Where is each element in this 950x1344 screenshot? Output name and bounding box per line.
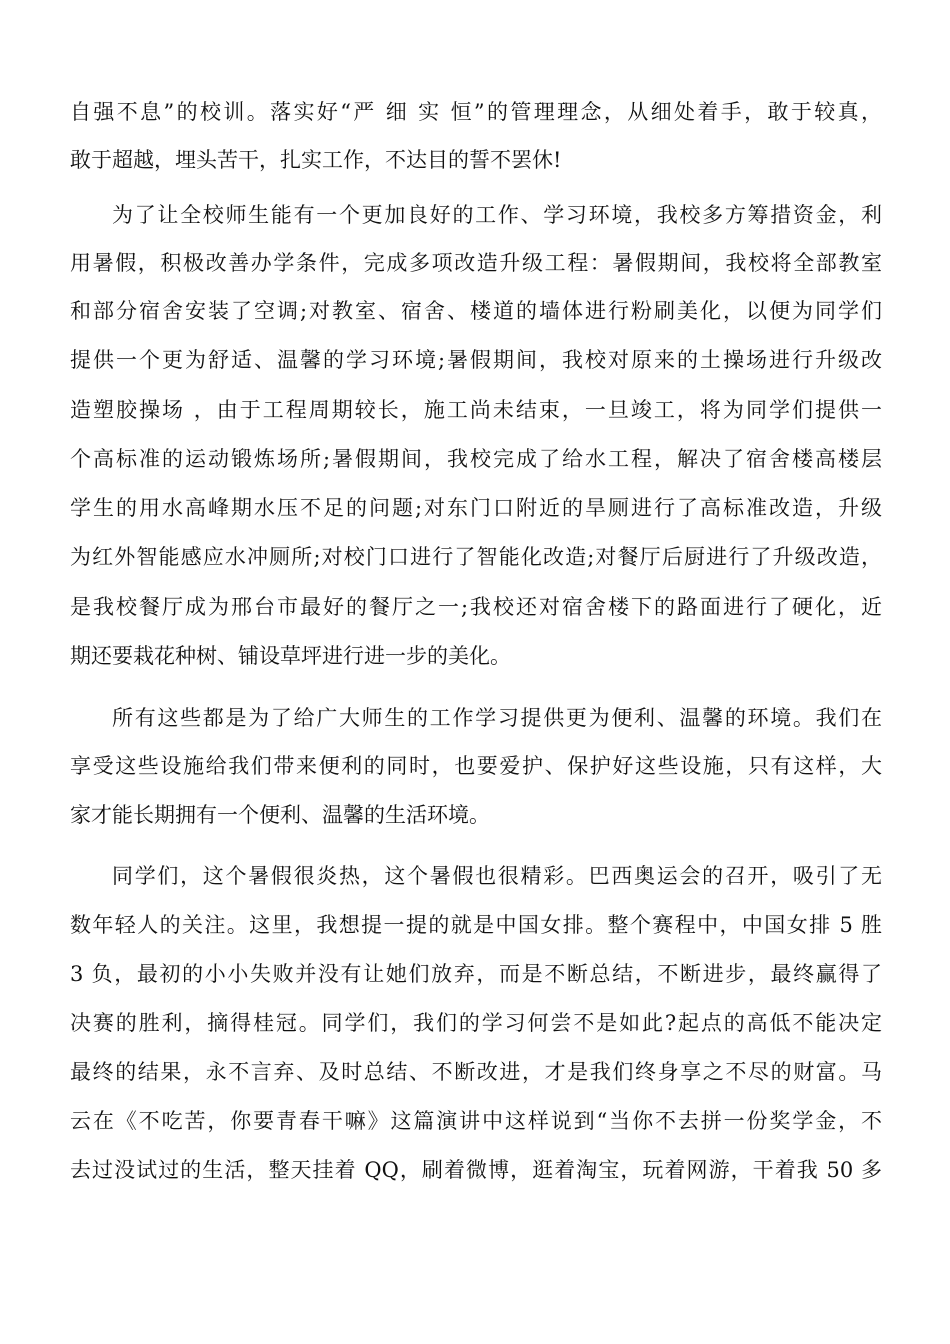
paragraph-line: 敢于超越，埋头苦干，扎实工作，不达目的誓不罢休! [70, 148, 562, 172]
paragraph-line: 所有这些都是为了给广大师生的工作学习提供更为便利、温馨的环境。我们在 [112, 706, 882, 730]
paragraph-line: 决赛的胜利，摘得桂冠。同学们，我们的学习何尝不是如此?起点的高低不能决定 [70, 1011, 882, 1035]
paragraph-line: 学生的用水高峰期水压不足的问题;对东门口附近的旱厕进行了高标准改造，升级 [70, 496, 882, 520]
paragraph-line: 用暑假，积极改善办学条件，完成多项改造升级工程：暑假期间，我校将全部教室 [70, 251, 882, 275]
paragraph-line: 数年轻人的关注。这里，我想提一提的就是中国女排。整个赛程中，中国女排 5 胜 [70, 913, 882, 937]
paragraph-line: 去过没试过的生活，整天挂着 QQ，刷着微博，逛着淘宝，玩着网游，干着我 50 多 [70, 1158, 882, 1182]
paragraph-line: 期还要栽花种树、铺设草坪进行进一步的美化。 [70, 644, 511, 668]
paragraph-line: 是我校餐厅成为邢台市最好的餐厅之一;我校还对宿舍楼下的路面进行了硬化，近 [70, 595, 882, 619]
paragraph-line: 云在《不吃苦，你要青春干嘛》这篇演讲中这样说到“当你不去拼一份奖学金，不 [70, 1109, 882, 1133]
paragraph-line: 同学们，这个暑假很炎热，这个暑假也很精彩。巴西奥运会的召开，吸引了无 [112, 864, 882, 888]
paragraph-line: 造塑胶操场 ，由于工程周期较长，施工尚未结束，一旦竣工，将为同学们提供一 [70, 398, 882, 422]
paragraph-line: 享受这些设施给我们带来便利的同时，也要爱护、保护好这些设施，只有这样，大 [70, 754, 882, 778]
paragraph-line: 3 负，最初的小小失败并没有让她们放弃，而是不断总结，不断进步，最终赢得了 [70, 962, 882, 986]
paragraph-line: 个高标准的运动锻炼场所;暑假期间，我校完成了给水工程，解决了宿舍楼高楼层 [70, 447, 882, 471]
paragraph-line: 和部分宿舍安装了空调;对教室、宿舍、楼道的墙体进行粉刷美化，以便为同学们 [70, 299, 882, 323]
paragraph-line: 为了让全校师生能有一个更加良好的工作、学习环境，我校多方筹措资金，利 [112, 203, 882, 227]
paragraph-line: 为红外智能感应水冲厕所;对校门口进行了智能化改造;对餐厅后厨进行了升级改造， [70, 545, 882, 569]
paragraph-line: 提供一个更为舒适、温馨的学习环境;暑假期间，我校对原来的土操场进行升级改 [70, 348, 882, 372]
paragraph-line: 家才能长期拥有一个便利、温馨的生活环境。 [70, 803, 490, 827]
paragraph-line: 最终的结果，永不言弃、及时总结、不断改进，才是我们终身享之不尽的财富。马 [70, 1060, 882, 1084]
paragraph-line: 自强不息”的校训。落实好“严 细 实 恒”的管理理念，从细处着手，敢于较真， [70, 100, 882, 124]
